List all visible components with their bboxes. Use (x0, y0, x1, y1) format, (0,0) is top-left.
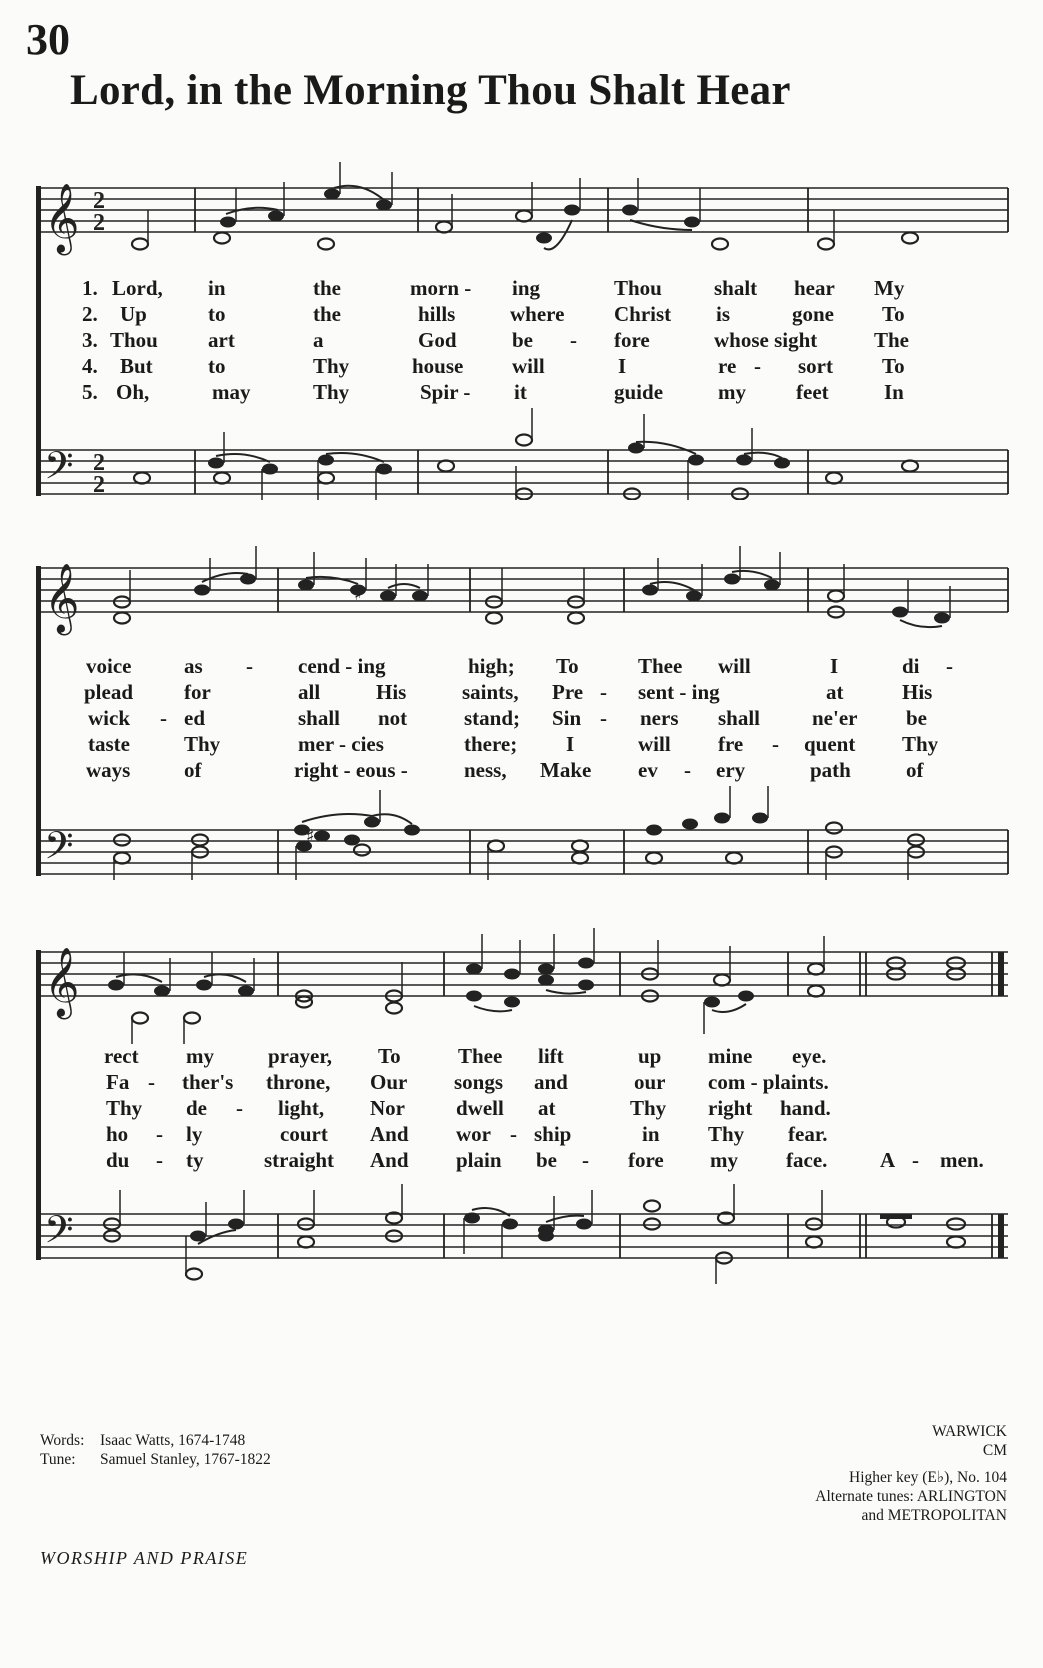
hymn-number: 30 (26, 15, 70, 64)
lyric-syllable: for (184, 680, 211, 704)
lyric-syllable: feet (796, 380, 829, 404)
lyric-syllable: whose sight (714, 328, 818, 352)
lyric-hyphen: - (246, 654, 253, 678)
lyric-syllable: I (830, 654, 839, 678)
lyric-syllable: all (298, 680, 321, 704)
verse-number: 5. (82, 380, 98, 404)
lyric-hyphen: - (582, 1148, 589, 1172)
lyric-syllable: Thy (708, 1122, 745, 1146)
lyric-syllable: I (618, 354, 627, 378)
lyric-syllable: shall (718, 706, 761, 730)
alternate-tunes: Alternate tunes: ARLINGTON (815, 1488, 1007, 1505)
lyric-syllable: Fa (106, 1070, 130, 1094)
lyric-syllable: To (378, 1044, 401, 1068)
lyric-syllable: To (556, 654, 579, 678)
lyric-hyphen: - (148, 1070, 155, 1094)
lyric-syllable: Thou (614, 276, 662, 300)
lyric-syllable: in (642, 1122, 660, 1146)
lyric-syllable: my (186, 1044, 214, 1068)
lyric-hyphen: - (754, 354, 761, 378)
lyric-syllable: Our (370, 1070, 408, 1094)
lyric-syllable: Thy (184, 732, 221, 756)
verse-4-line (0, 354, 1043, 380)
lyric-syllable: ty (186, 1148, 204, 1172)
lyric-syllable: up (638, 1044, 662, 1068)
lyric-syllable: high; (468, 654, 515, 678)
lyric-syllable: Thee (458, 1044, 503, 1068)
higher-key-note: Higher key (E♭), No. 104 (849, 1469, 1007, 1486)
lyric-syllable: songs (454, 1070, 504, 1094)
verse-lyrics-system-3 (0, 1044, 1043, 1174)
lyric-syllable: wor (456, 1122, 491, 1146)
credits-tune-info (815, 1422, 1007, 1525)
lyric-syllable: Thy (106, 1096, 143, 1120)
lyric-syllable: My (874, 276, 905, 300)
lyric-syllable: fore (614, 328, 650, 352)
lyric-syllable: To (882, 354, 905, 378)
lyric-syllable: And (370, 1148, 409, 1172)
lyric-syllable: plain (456, 1148, 502, 1172)
lyric-syllable: wick (88, 706, 130, 730)
svg-text:𝄞: 𝄞 (44, 947, 80, 1017)
lyric-syllable: prayer, (268, 1044, 332, 1068)
tune-label: Tune: (40, 1451, 76, 1468)
verse-4-line (0, 1122, 1043, 1148)
lyric-syllable: of (184, 758, 202, 782)
lyric-syllable: In (884, 380, 904, 404)
lyric-syllable: will (718, 654, 751, 678)
lyric-syllable: Sin (552, 706, 582, 730)
lyric-syllable: ship (534, 1122, 572, 1146)
lyric-syllable: the (313, 302, 341, 326)
lyric-syllable: face. (786, 1148, 828, 1172)
lyric-hyphen: - (946, 654, 953, 678)
lyric-syllable: sent - ing (638, 680, 720, 704)
hymn-title: Lord, in the Morning Thou Shalt Hear (70, 67, 791, 114)
lyric-hyphen: - (510, 1122, 517, 1146)
lyric-hyphen: - (600, 680, 607, 704)
lyric-syllable: shalt (714, 276, 758, 300)
lyric-hyphen: - (600, 706, 607, 730)
lyric-syllable: ing (512, 276, 541, 300)
svg-text:2: 2 (93, 450, 105, 476)
lyric-hyphen: - (684, 758, 691, 782)
lyric-syllable: ery (716, 758, 746, 782)
lyric-syllable: ed (184, 706, 205, 730)
lyric-syllable: ho (106, 1122, 129, 1146)
svg-text:2: 2 (93, 472, 105, 498)
lyric-syllable: there; (464, 732, 518, 756)
lyric-syllable: men. (940, 1148, 984, 1172)
lyric-syllable: God (418, 328, 457, 352)
verse-5-line (0, 380, 1043, 406)
verse-3-line (0, 706, 1043, 732)
lyric-syllable: Make (540, 758, 592, 782)
lyric-syllable: du (106, 1148, 130, 1172)
lyric-syllable: quent (804, 732, 856, 756)
lyric-syllable: Thy (902, 732, 939, 756)
lyric-syllable: voice (86, 654, 132, 678)
lyric-syllable: will (512, 354, 545, 378)
lyric-syllable: art (208, 328, 235, 352)
verse-lyrics-system-1 (0, 276, 1043, 406)
lyric-syllable: right - eous - (294, 758, 408, 782)
svg-text:𝄢: 𝄢 (44, 823, 74, 877)
lyric-syllable: guide (614, 380, 664, 404)
lyric-syllable: not (378, 706, 408, 730)
tune-composer: Samuel Stanley, 1767-1822 (100, 1451, 271, 1468)
verse-2-line (0, 680, 1043, 706)
lyric-syllable: may (212, 380, 251, 404)
lyric-syllable: A (880, 1148, 896, 1172)
lyric-syllable: com - plaints. (708, 1070, 829, 1094)
lyric-syllable: Spir - (420, 380, 471, 404)
lyric-syllable: To (882, 302, 905, 326)
lyric-syllable: rect (104, 1044, 139, 1068)
lyric-syllable: I (566, 732, 575, 756)
book-section-footer: WORSHIP AND PRAISE (40, 1548, 249, 1568)
lyric-syllable: ther's (182, 1070, 234, 1094)
lyric-syllable: eye. (792, 1044, 827, 1068)
verse-4-line (0, 732, 1043, 758)
lyric-syllable: to (208, 354, 226, 378)
lyric-syllable: saints, (462, 680, 519, 704)
lyric-syllable: at (538, 1096, 556, 1120)
svg-text:♯: ♯ (354, 584, 363, 605)
lyric-syllable: our (634, 1070, 666, 1094)
lyric-syllable: straight (264, 1148, 334, 1172)
verse-1-line (0, 276, 1043, 302)
lyric-hyphen: - (236, 1096, 243, 1120)
words-author: Isaac Watts, 1674-1748 (100, 1432, 246, 1449)
lyric-syllable: Thy (630, 1096, 667, 1120)
lyric-syllable: my (718, 380, 746, 404)
lyric-syllable: sort (798, 354, 833, 378)
lyric-syllable: be (536, 1148, 557, 1172)
lyric-syllable: ways (86, 758, 131, 782)
lyric-syllable: is (716, 302, 731, 326)
lyric-syllable: ness, (464, 758, 507, 782)
lyric-syllable: His (902, 680, 933, 704)
lyric-syllable: ne'er (812, 706, 858, 730)
lyric-syllable: ev (638, 758, 658, 782)
lyric-syllable: re (718, 354, 737, 378)
lyric-syllable: throne, (266, 1070, 331, 1094)
lyric-syllable: where (510, 302, 565, 326)
lyric-syllable: Thy (313, 354, 350, 378)
svg-text:𝄞: 𝄞 (44, 183, 80, 253)
lyric-syllable: house (412, 354, 464, 378)
lyric-syllable: light, (278, 1096, 325, 1120)
svg-text:𝄢: 𝄢 (44, 1207, 74, 1261)
lyric-syllable: mine (708, 1044, 753, 1068)
lyric-syllable: my (710, 1148, 738, 1172)
lyric-syllable: lift (538, 1044, 564, 1068)
meter: CM (982, 1442, 1007, 1459)
lyric-syllable: stand; (464, 706, 521, 730)
lyric-syllable: hills (418, 302, 456, 326)
lyric-syllable: morn - (410, 276, 472, 300)
lyric-syllable: fre (718, 732, 744, 756)
lyric-syllable: at (826, 680, 844, 704)
lyric-syllable: di (902, 654, 920, 678)
lyric-syllable: ners (640, 706, 679, 730)
lyric-syllable: right (708, 1096, 753, 1120)
lyric-syllable: Oh, (116, 380, 150, 404)
lyric-syllable: fear. (788, 1122, 828, 1146)
verse-number: 2. (82, 302, 98, 326)
lyric-hyphen: - (160, 706, 167, 730)
verse-1-line (0, 1044, 1043, 1070)
lyric-hyphen: - (570, 328, 577, 352)
lyric-hyphen: - (156, 1148, 163, 1172)
lyric-syllable: dwell (456, 1096, 504, 1120)
svg-text:♯: ♯ (306, 826, 315, 847)
lyric-syllable: And (370, 1122, 409, 1146)
lyric-hyphen: - (772, 732, 779, 756)
lyric-syllable: cend - ing (298, 654, 386, 678)
lyric-syllable: hear (794, 276, 835, 300)
lyric-syllable: Pre (552, 680, 584, 704)
lyric-syllable: His (376, 680, 407, 704)
lyric-syllable: taste (88, 732, 130, 756)
verse-lyrics-system-2 (0, 654, 1043, 784)
lyric-syllable: But (120, 354, 153, 378)
verse-5-line (0, 758, 1043, 784)
lyric-syllable: de (186, 1096, 207, 1120)
lyric-syllable: Lord, (112, 276, 163, 300)
lyric-hyphen: - (156, 1122, 163, 1146)
lyric-syllable: and (534, 1070, 568, 1094)
lyric-hyphen: - (912, 1148, 919, 1172)
tune-name: WARWICK (932, 1423, 1007, 1440)
lyric-syllable: shall (298, 706, 341, 730)
lyric-syllable: The (874, 328, 910, 352)
credits-words-tune (40, 1431, 271, 1469)
verse-3-line (0, 328, 1043, 354)
lyric-syllable: as (184, 654, 203, 678)
verse-5-line (0, 1148, 1043, 1174)
words-credit (40, 1431, 271, 1450)
verse-number: 3. (82, 328, 98, 352)
alternate-tunes-2: and METROPOLITAN (861, 1507, 1007, 1524)
tune-credit (40, 1450, 271, 1469)
lyric-syllable: Nor (370, 1096, 405, 1120)
lyric-syllable: fore (628, 1148, 664, 1172)
lyric-syllable: gone (792, 302, 834, 326)
lyric-syllable: of (906, 758, 924, 782)
verse-number: 4. (82, 354, 98, 378)
lyric-syllable: court (280, 1122, 328, 1146)
lyric-syllable: path (810, 758, 851, 782)
lyric-syllable: plead (84, 680, 134, 704)
words-label: Words: (40, 1432, 85, 1449)
lyric-syllable: it (514, 380, 527, 404)
verse-2-line (0, 1070, 1043, 1096)
lyric-syllable: ly (186, 1122, 203, 1146)
lyric-syllable: Thy (313, 380, 350, 404)
lyric-syllable: Thou (110, 328, 158, 352)
verse-3-line (0, 1096, 1043, 1122)
lyric-syllable: in (208, 276, 226, 300)
lyric-syllable: the (313, 276, 341, 300)
svg-text:𝄞: 𝄞 (44, 563, 80, 633)
lyric-syllable: Christ (614, 302, 672, 326)
svg-text:𝄢: 𝄢 (44, 443, 74, 497)
svg-text:2: 2 (93, 210, 105, 236)
lyric-syllable: to (208, 302, 226, 326)
lyric-syllable: mer - cies (298, 732, 384, 756)
lyric-syllable: Up (120, 302, 147, 326)
lyric-syllable: Thee (638, 654, 683, 678)
lyric-syllable: a (313, 328, 324, 352)
svg-text:2: 2 (93, 188, 105, 214)
lyric-syllable: hand. (780, 1096, 831, 1120)
lyric-syllable: be (906, 706, 927, 730)
verse-2-line (0, 302, 1043, 328)
verse-1-line (0, 654, 1043, 680)
lyric-syllable: be (512, 328, 533, 352)
lyric-syllable: will (638, 732, 671, 756)
verse-number: 1. (82, 276, 98, 300)
